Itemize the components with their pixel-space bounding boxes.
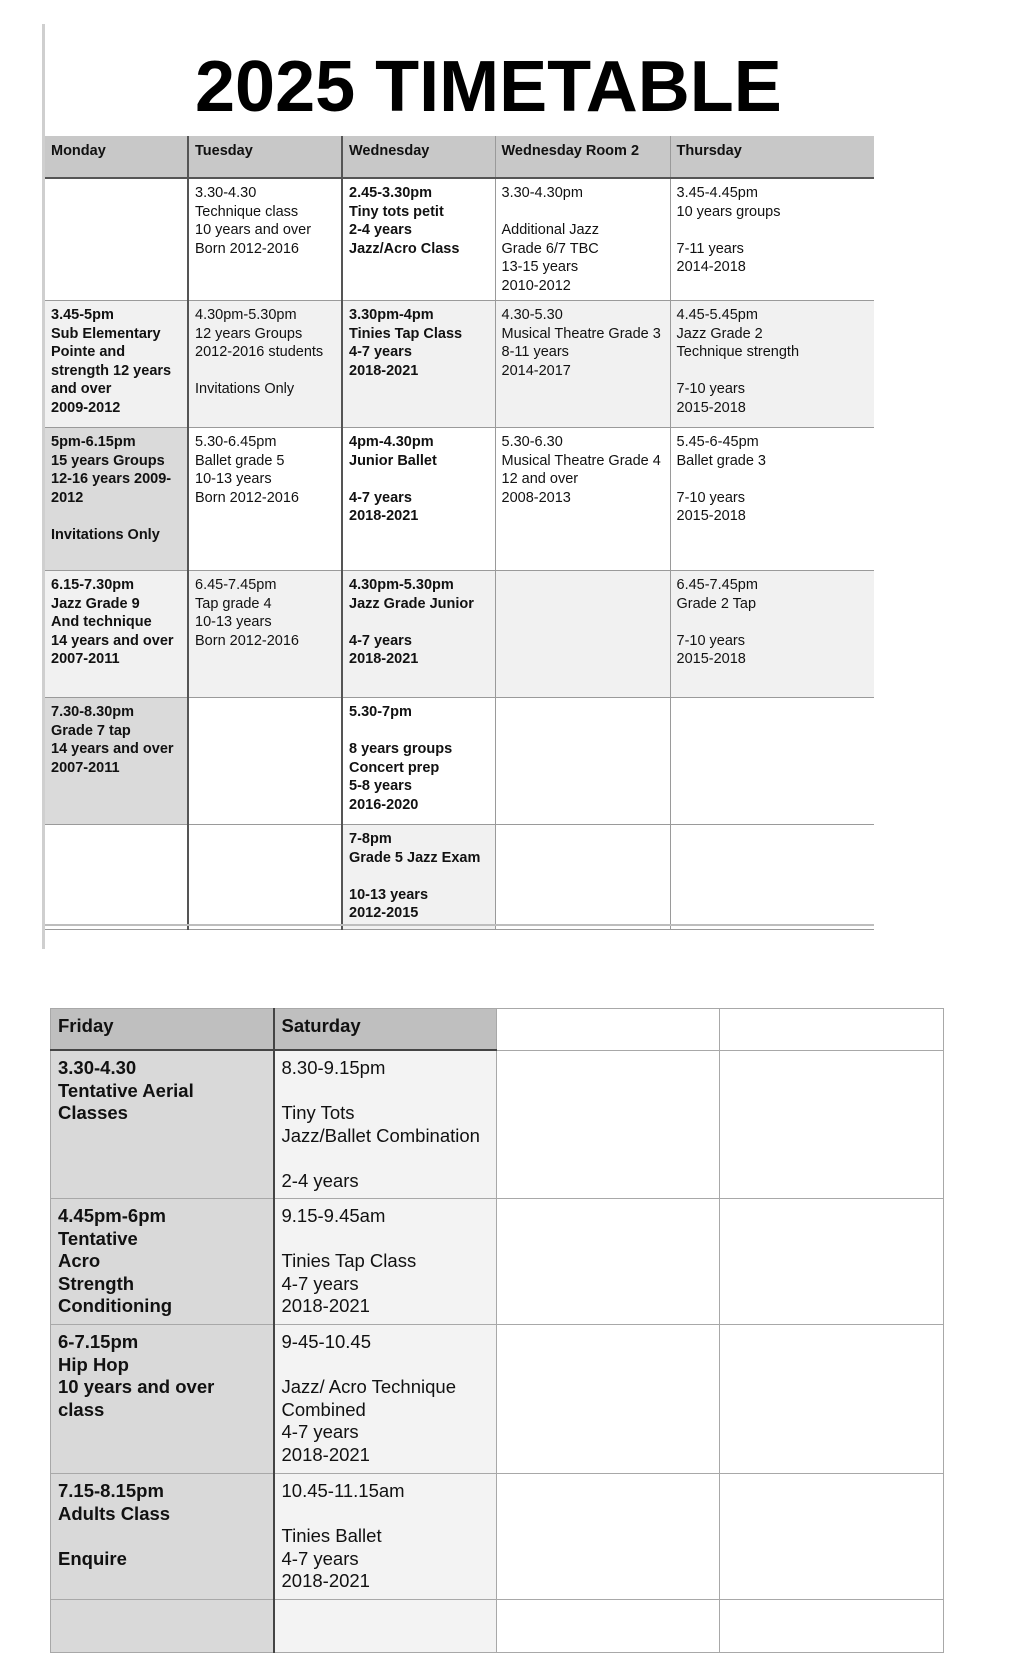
table-cell: 9-45-10.45 Jazz/ Acro Technique Combined 4-7 years 2018-2021 (274, 1325, 497, 1474)
table-cell: 9.15-9.45am Tinies Tap Class 4-7 years 2018-2021 (274, 1199, 497, 1325)
table-cell (45, 178, 188, 301)
table-row (45, 825, 874, 930)
header-tuesday: Tuesday (188, 136, 342, 178)
table-cell (497, 1474, 720, 1600)
header-wednesday-room-2: Wednesday Room 2 (495, 136, 670, 178)
table-row (51, 1050, 944, 1199)
table-cell: 8.30-9.15pm Tiny Tots Jazz/Ballet Combination 2-4 years (274, 1050, 497, 1199)
table-cell: 7-8pm Grade 5 Jazz Exam 10-13 years 2012-2015 (342, 825, 495, 930)
table-cell: 4.45-5.45pm Jazz Grade 2 Technique strength 7-10 years 2015-2018 (670, 301, 874, 428)
table-cell (497, 1050, 720, 1199)
header-thursday: Thursday (670, 136, 874, 178)
table-cell (720, 1474, 944, 1600)
table-row (51, 1199, 944, 1325)
table-cell: 3.30-4.30 Tentative Aerial Classes (51, 1050, 274, 1199)
table-cell: 6.45-7.45pm Grade 2 Tap 7-10 years 2015-2018 (670, 571, 874, 698)
table-cell (497, 1325, 720, 1474)
table-row (45, 428, 874, 571)
table-cell (497, 1600, 720, 1653)
header-blank (497, 1009, 720, 1051)
table-cell (497, 1199, 720, 1325)
table-cell (45, 825, 188, 930)
table-cell: 6-7.15pm Hip Hop 10 years and over class (51, 1325, 274, 1474)
table-cell: 7.15-8.15pm Adults Class Enquire (51, 1474, 274, 1600)
table-cell (495, 698, 670, 825)
table-cell: 4.45pm-6pm Tentative Acro Strength Conditioning (51, 1199, 274, 1325)
table-cell: 4.30pm-5.30pm Jazz Grade Junior 4-7 years 2018-2021 (342, 571, 495, 698)
table-cell (670, 825, 874, 930)
table-cell (188, 698, 342, 825)
table-cell (51, 1600, 274, 1653)
table-cell: 3.30pm-4pm Tinies Tap Class 4-7 years 2018-2021 (342, 301, 495, 428)
table-cell: 3.45-5pm Sub Elementary Pointe and strength 12 years and over 2009-2012 (45, 301, 188, 428)
table-cell (274, 1600, 497, 1653)
table-cell (670, 698, 874, 825)
header-monday: Monday (45, 136, 188, 178)
table-row (51, 1474, 944, 1600)
table-cell (720, 1199, 944, 1325)
table-cell: 5pm-6.15pm 15 years Groups 12-16 years 2009- 2012 Invitations Only (45, 428, 188, 571)
header-wednesday: Wednesday (342, 136, 495, 178)
table-cell: 2.45-3.30pm Tiny tots petit 2-4 years Jazz/Acro Class (342, 178, 495, 301)
table-cell (188, 825, 342, 930)
table-row (51, 1600, 944, 1653)
table-cell: 10.45-11.15am Tinies Ballet 4-7 years 2018-2021 (274, 1474, 497, 1600)
table-cell: 4.30-5.30 Musical Theatre Grade 3 8-11 years 2014-2017 (495, 301, 670, 428)
table-cell: 5.30-6.45pm Ballet grade 5 10-13 years Born 2012-2016 (188, 428, 342, 571)
header-row (51, 1009, 944, 1051)
table-cell: 5.45-6-45pm Ballet grade 3 7-10 years 2015-2018 (670, 428, 874, 571)
header-blank (720, 1009, 944, 1051)
table-cell (720, 1600, 944, 1653)
table-cell: 3.30-4.30 Technique class 10 years and over Born 2012-2016 (188, 178, 342, 301)
weekday-timetable (45, 136, 874, 930)
table-row (45, 571, 874, 698)
table-cell (495, 571, 670, 698)
header-saturday: Saturday (274, 1009, 497, 1051)
table-cell: 7.30-8.30pm Grade 7 tap 14 years and over 2007-2011 (45, 698, 188, 825)
table-cell: 4pm-4.30pm Junior Ballet 4-7 years 2018-2021 (342, 428, 495, 571)
table-cell: 5.30-7pm 8 years groups Concert prep 5-8 years 2016-2020 (342, 698, 495, 825)
divider (45, 924, 874, 926)
table-cell (495, 825, 670, 930)
table-cell: 3.30-4.30pm Additional Jazz Grade 6/7 TBC 13-15 years 2010-2012 (495, 178, 670, 301)
table-cell: 6.15-7.30pm Jazz Grade 9 And technique 14 years and over 2007-2011 (45, 571, 188, 698)
table-cell (720, 1325, 944, 1474)
page-title: 2025 TIMETABLE (195, 47, 782, 127)
table-row (45, 301, 874, 428)
table-row (51, 1325, 944, 1474)
header-row (45, 136, 874, 178)
header-friday: Friday (51, 1009, 274, 1051)
table-cell: 4.30pm-5.30pm 12 years Groups 2012-2016 students Invitations Only (188, 301, 342, 428)
table-row (45, 698, 874, 825)
table-cell: 3.45-4.45pm 10 years groups 7-11 years 2014-2018 (670, 178, 874, 301)
table-cell (720, 1050, 944, 1199)
table-row (45, 178, 874, 301)
table-cell: 5.30-6.30 Musical Theatre Grade 4 12 and over 2008-2013 (495, 428, 670, 571)
weekend-timetable (50, 1008, 944, 1653)
table-cell: 6.45-7.45pm Tap grade 4 10-13 years Born 2012-2016 (188, 571, 342, 698)
